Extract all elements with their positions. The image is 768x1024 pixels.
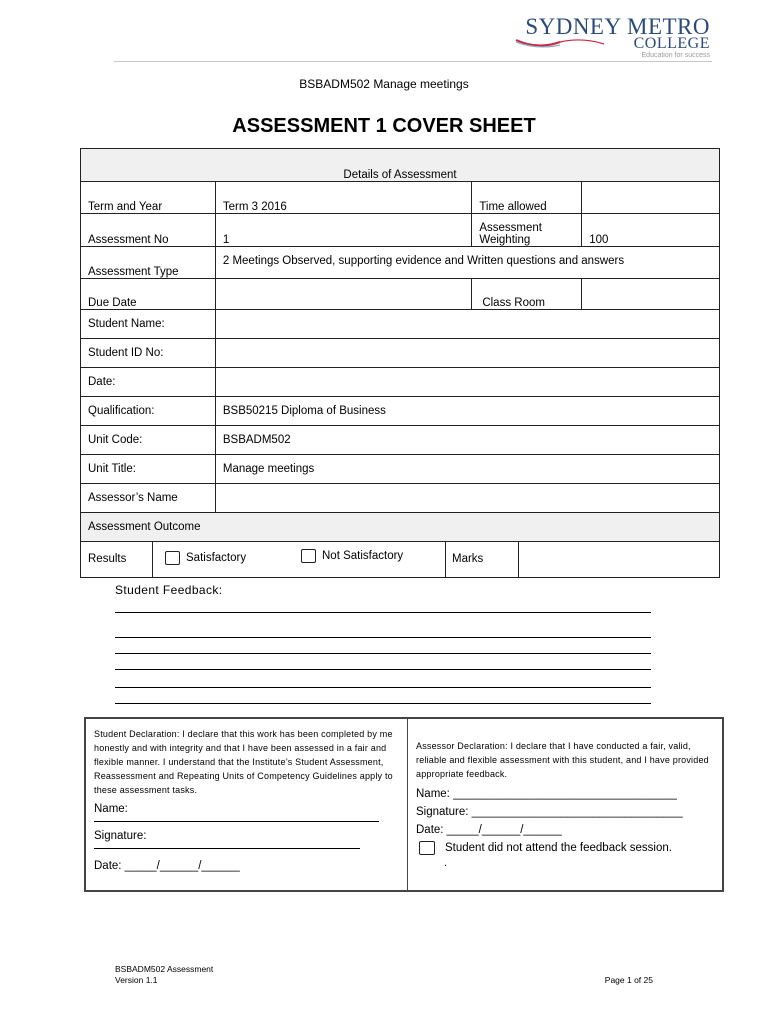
class-room-value[interactable] <box>582 279 720 310</box>
assessment-type-label: Assessment Type <box>81 247 216 279</box>
date-label: Date: <box>81 368 216 397</box>
student-name-sign-line[interactable] <box>94 821 379 822</box>
weighting-value[interactable]: 100 <box>582 214 720 247</box>
footer-doc-name: BSBADM502 Assessment <box>115 964 214 974</box>
satisfactory-option[interactable] <box>165 551 246 565</box>
footer-page-number: Page 1 of 25 <box>604 975 653 985</box>
student-signature-label: Signature: <box>94 830 147 842</box>
assessor-name-line[interactable]: Name: ___________________________________ <box>416 788 677 800</box>
term-label: Term and Year <box>81 182 216 214</box>
feedback-line[interactable] <box>115 598 651 613</box>
feedback-line[interactable] <box>115 613 651 638</box>
assessor-declaration-heading: Assessor Declaration: <box>416 741 508 751</box>
unit-title-value: Manage meetings <box>215 455 719 484</box>
satisfactory-label: Satisfactory <box>186 552 247 565</box>
qualification-label: Qualification: <box>81 397 216 426</box>
unit-code-value: BSBADM502 <box>215 426 719 455</box>
marks-label: Marks <box>452 553 484 565</box>
logo-tagline: Education for success <box>641 52 710 59</box>
assessor-name-label: Assessor’s Name <box>81 484 216 513</box>
student-name-field[interactable] <box>215 310 719 339</box>
student-name-label: Student Name: <box>81 310 216 339</box>
page-title: ASSESSMENT 1 COVER SHEET <box>232 115 536 137</box>
no-feedback-label: Student did not attend the feedback session. <box>445 842 672 855</box>
no-feedback-checkbox[interactable] <box>419 841 435 855</box>
not-satisfactory-checkbox[interactable] <box>301 549 316 563</box>
assessor-date-line[interactable]: Date: _____/______/______ <box>416 824 562 836</box>
due-date-value[interactable] <box>215 279 471 310</box>
logo-name: SYDNEY METRO <box>525 14 710 39</box>
satisfactory-checkbox[interactable] <box>165 551 180 565</box>
assessment-no-value[interactable]: 1 <box>215 214 471 247</box>
time-allowed-value[interactable] <box>582 182 720 214</box>
details-header: Details of Assessment <box>81 149 720 182</box>
student-declaration-text: I declare that this work has been completed by me honestly and with integrity and that I have been assessed in a fair and flexible manner. I understand that the Institute’s Student Assessment, Reassessment and Repeating Units of Competency Guidelines apply to these assessment tasks. <box>94 729 393 795</box>
results-label: Results <box>88 553 127 565</box>
logo-college: COLLEGE <box>633 35 710 52</box>
due-date-label: Due Date <box>81 279 216 310</box>
assessor-declaration-text: I declare that I have conducted a fair, valid, reliable and flexible assessment with this student, and I have provided appropriate feedback. <box>416 741 709 779</box>
unit-heading: BSBADM502 Manage meetings <box>299 77 469 91</box>
student-feedback-section <box>115 583 651 704</box>
college-logo <box>512 14 712 64</box>
student-declaration-heading: Student Declaration: <box>94 729 180 739</box>
assessment-type-value[interactable]: 2 Meetings Observed, supporting evidence and Written questions and answers <box>215 247 719 279</box>
unit-code-label: Unit Code: <box>81 426 216 455</box>
term-value[interactable]: Term 3 2016 <box>215 182 471 214</box>
logo-swoosh-icon <box>514 38 606 50</box>
footer-left <box>115 964 213 986</box>
weighting-label: Assessment Weighting <box>472 214 582 247</box>
assessor-name-field[interactable] <box>215 484 719 513</box>
assessor-declaration <box>408 719 722 890</box>
student-feedback-label: Student Feedback: <box>115 583 223 597</box>
assessment-outcome-header: Assessment Outcome <box>81 513 720 542</box>
class-room-label: Class Room <box>472 279 582 310</box>
feedback-line[interactable] <box>115 654 651 670</box>
feedback-line[interactable] <box>115 688 651 704</box>
unit-title-label: Unit Title: <box>81 455 216 484</box>
time-allowed-label: Time allowed <box>472 182 582 214</box>
student-declaration <box>86 719 408 890</box>
footer-version: Version 1.1 <box>115 975 158 985</box>
student-name-sign-label: Name: <box>94 803 128 815</box>
student-signature-line[interactable] <box>94 848 360 849</box>
qualification-value: BSB50215 Diploma of Business <box>215 397 719 426</box>
not-satisfactory-label: Not Satisfactory <box>322 550 404 563</box>
assessment-no-label: Assessment No <box>81 214 216 247</box>
date-field[interactable] <box>215 368 719 397</box>
stray-dot: . <box>444 857 448 869</box>
header-divider <box>114 61 712 62</box>
student-date-line[interactable]: Date: _____/______/______ <box>94 860 240 872</box>
feedback-line[interactable] <box>115 638 651 654</box>
no-feedback-option[interactable] <box>416 841 714 855</box>
not-satisfactory-option[interactable] <box>301 549 403 563</box>
assessor-signature-line[interactable]: Signature: _________________________________ <box>416 806 683 818</box>
feedback-line[interactable] <box>115 670 651 688</box>
student-id-label: Student ID No: <box>81 339 216 368</box>
student-id-field[interactable] <box>215 339 719 368</box>
assessment-details-table <box>80 148 720 578</box>
declarations-box <box>84 717 724 892</box>
results-row <box>81 542 720 578</box>
